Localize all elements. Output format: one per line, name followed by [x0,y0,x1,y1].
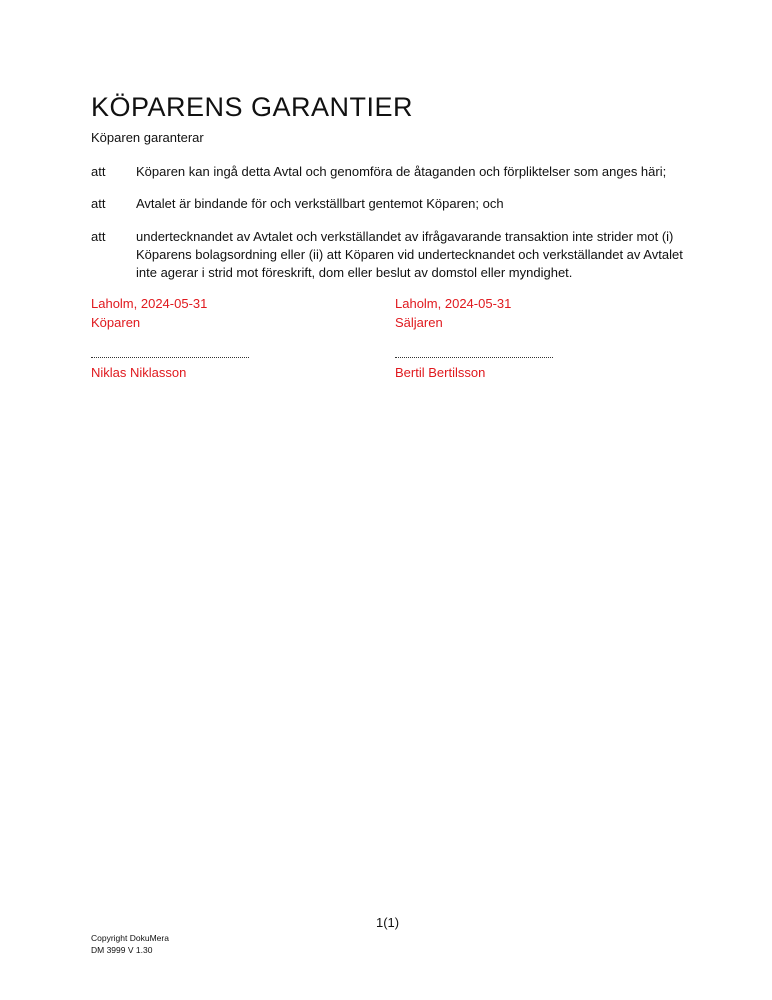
seller-place-date: Laholm, 2024-05-31 [395,296,512,311]
footer-copyright: Copyright DokuMera [91,933,169,943]
buyer-name: Niklas Niklasson [91,365,187,380]
footer-version: DM 3999 V 1.30 [91,945,153,955]
seller-role: Säljaren [395,315,443,330]
clause-prefix: att [91,229,106,244]
page-number: 1(1) [376,915,400,930]
clause [91,195,691,213]
clause [91,228,691,282]
clause-prefix: att [91,164,106,179]
clause-text: Avtalet är bindande för och verkställbart gentemot Köparen; och [136,196,504,211]
clause-text: undertecknandet av Avtalet och verkställandet av ifrågavarande transaktion inte strider mot (i) Köparens bolagsordning eller (ii) att Köparen vid undertecknandet och verkställandet av Avtalet inte agerar i strid mot föreskrift, dom eller beslut av domstol eller myndighet. [136,229,683,280]
clause [91,163,691,181]
buyer-signature-line [91,349,249,358]
seller-name: Bertil Bertilsson [395,365,486,380]
page-title: KÖPARENS GARANTIER [91,92,414,122]
clause-text: Köparen kan ingå detta Avtal och genomföra de åtaganden och förpliktelser som anges häri; [136,164,667,179]
seller-signature-line [395,349,553,358]
buyer-role: Köparen [91,315,141,330]
intro-text: Köparen garanterar [91,130,204,145]
buyer-place-date: Laholm, 2024-05-31 [91,296,208,311]
clause-prefix: att [91,196,106,211]
